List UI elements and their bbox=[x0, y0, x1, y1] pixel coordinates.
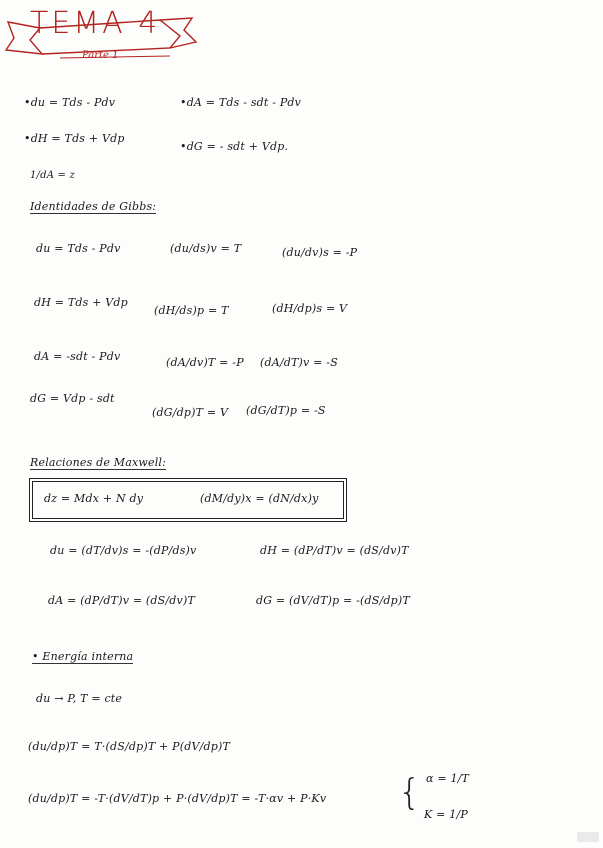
gibbs-eq-4: dG = Vdp - sdt bbox=[30, 392, 115, 405]
energy-eq-1: (du/dp)T = T·(dS/dp)T + P(dV/dp)T bbox=[28, 740, 231, 753]
top-eq-2: •dA = Tds - sdt - Pdv bbox=[180, 96, 302, 109]
top-eq-3: •dH = Tds + Vdp bbox=[24, 132, 125, 145]
k-definition: K = 1/P bbox=[424, 808, 468, 821]
energy-eq-2: (du/dp)T = -T·(dV/dT)p + P·(dV/dp)T = -T·αv + P·Kv bbox=[28, 792, 327, 805]
top-eq-1: •du = Tds - Pdv bbox=[24, 96, 116, 109]
gibbs-d2-2: (dH/dp)s = V bbox=[272, 302, 348, 315]
gibbs-d2-3: (dA/dT)v = -S bbox=[260, 356, 338, 369]
alpha-definition: α = 1/T bbox=[426, 772, 470, 785]
maxwell-box-rel: (dM/dy)x = (dN/dx)y bbox=[200, 492, 319, 505]
maxwell-dg: dG = (dV/dT)p = -(dS/dp)T bbox=[256, 594, 410, 607]
maxwell-da: dA = (dP/dT)v = (dS/dv)T bbox=[48, 594, 195, 607]
gibbs-eq-1: du = Tds - Pdv bbox=[36, 242, 121, 255]
gibbs-d2-1: (du/dv)s = -P bbox=[282, 246, 358, 259]
maxwell-du: du = (dT/dv)s = -(dP/ds)v bbox=[50, 544, 197, 557]
gibbs-eq-2: dH = Tds + Vdp bbox=[34, 296, 128, 309]
maxwell-dh: dH = (dP/dT)v = (dS/dv)T bbox=[260, 544, 409, 557]
side-note: 1/dA = z bbox=[30, 170, 75, 181]
gibbs-d1-1: (du/ds)v = T bbox=[170, 242, 242, 255]
page-title: TEMA 4 bbox=[30, 6, 161, 41]
top-eq-4: •dG = - sdt + Vdp. bbox=[180, 140, 289, 153]
gibbs-d1-2: (dH/ds)p = T bbox=[154, 304, 229, 317]
gibbs-heading: Identidades de Gibbs: bbox=[30, 200, 157, 213]
gibbs-d1-4: (dG/dp)T = V bbox=[152, 406, 229, 419]
maxwell-heading: Relaciones de Maxwell: bbox=[30, 456, 167, 469]
energy-heading: • Energía interna bbox=[32, 650, 134, 663]
page-subtitle: Parte 1 bbox=[82, 50, 119, 61]
gibbs-d2-4: (dG/dT)p = -S bbox=[246, 404, 326, 417]
gibbs-d1-3: (dA/dv)T = -P bbox=[166, 356, 244, 369]
maxwell-box-eq: dz = Mdx + N dy bbox=[44, 492, 144, 505]
gibbs-eq-3: dA = -sdt - Pdv bbox=[34, 350, 121, 363]
definition-brace: { bbox=[398, 772, 421, 813]
energy-line: du → P, T = cte bbox=[36, 692, 123, 705]
watermark-logo bbox=[577, 832, 599, 842]
